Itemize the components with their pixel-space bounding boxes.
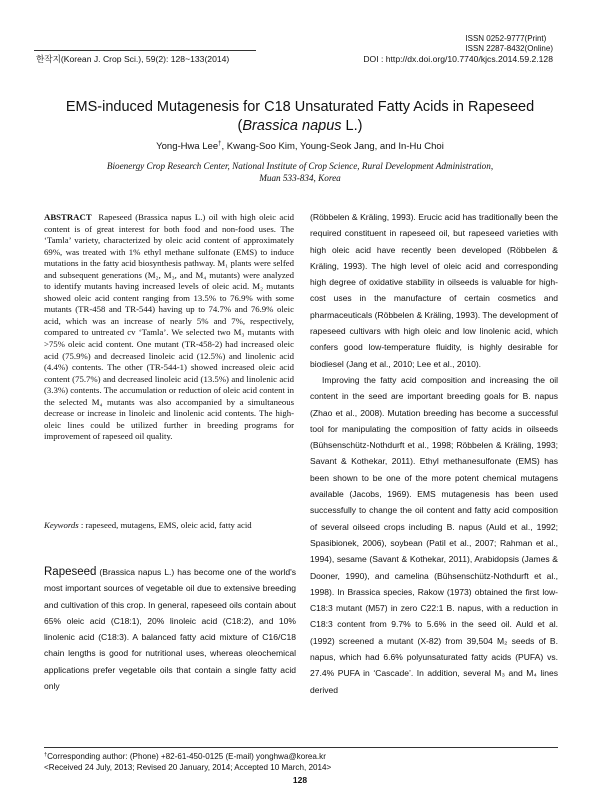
title-species: Brassica napus xyxy=(242,118,342,134)
introduction xyxy=(44,564,296,694)
abstract-text: Rapeseed (Brassica napus L.) oil with high oleic acid content is of great interest for both food and non-food uses. The ‘Tamla’ variety, characterized by oleic acid content of approximately 69%, was treated with 1% ethyl methane sulfonate (EMS) to induce mutations in the fatty acid biosynthesis pathway. M₁ plants were selfed and subsequent generations (M₂, M₃, and M₄ mutants) were analyzed to identify mutants having increased levels of oleic acid. M₂ mutants showed oleic acid content ranging from 13.5% to 76.9% with some mutants (TR-458 and TR-544) having up to 74.7% and 76.9% oleic acid, which was an increase of nearly 5% and 7%, respectively, compared to untreated cv ‘Tamla’. We selected two M₃ mutants with >75% oleic acid content. One mutant (TR-458-2) had increased oleic acid (75.9%) and decreased linoleic acid (12.5%) and linolenic acid (4.4%) contents. The other (TR-544-1) showed increased oleic acid content (75.7%) and decreased linoleic acid (13.5%) and linolenic acid (3.3%) contents. The accumulation or reduction of oleic acid content in the selected M₄ mutants was also accompanied by a simultaneous decrease or increase in linoleic and linolenic acid contents. The high-oleic lines could be utilized further in breeding programs for improvement of rapeseed oil quality. xyxy=(44,212,295,442)
doi-link[interactable]: DOI : http://dx.doi.org/10.7740/kjcs.2014.59.2.128 xyxy=(363,54,553,64)
first-author: Yong-Hwa Lee xyxy=(156,141,219,152)
footnote-line-1 xyxy=(44,750,564,763)
affiliation xyxy=(40,160,560,184)
right-column xyxy=(310,209,558,698)
footnote-rule xyxy=(44,747,558,748)
corresponding-author: Corresponding author: (Phone) +82-61-450-0125 (E-mail) yonghwa@korea.kr xyxy=(47,752,326,761)
keywords-text: : rapeseed, mutagens, EMS, oleic acid, fatty acid xyxy=(78,520,252,530)
title-open-paren: ( xyxy=(237,118,243,134)
intro-text: (Brassica napus L.) has become one of the world's most important sources of vegetable oil due to extensive breeding and cultivation of this crop. In general, rapeseed oils contain about 65% oleic acid (C18:1), 20% linoleic acid (C18:2), and 10% linolenic acid (C18:3). A balanced fatty acid mixture of C16/C18 chain lengths is good for nutritional uses, whereas oleochemical applications prefer vegetable oils that contain a single fatty acid only xyxy=(44,567,296,692)
keywords-label: Keywords xyxy=(44,520,79,530)
abstract-label: ABSTRACT xyxy=(44,212,92,222)
footnote-mark: † xyxy=(44,752,48,758)
affiliation-line-1: Bioenergy Crop Research Center, National Institute of Crop Science, Rural Development Administration, xyxy=(106,161,494,171)
issn-block xyxy=(465,34,553,54)
corresponding-mark: † xyxy=(218,141,222,147)
title-line-1: EMS-induced Mutagenesis for C18 Unsaturated Fatty Acids in Rapeseed xyxy=(65,99,535,115)
footnote xyxy=(44,750,564,773)
right-paragraph-2: Improving the fatty acid composition and increasing the oil content in the seed are important breeding goals for B. napus (Zhao et al., 2008). Mutation breeding has become a successful tool for manipulating the composition of fatty acids in oilseeds (Bühsenschütz-Nothdurft et al., 1998; Röbbelen & Kräling, 1993; Savant & Kothekar, 2011). Ethyl methanesulfonate (EMS) has been shown to be one of the more potent chemical mutagens available (Jacobs, 1969). EMS mutagenesis has been used successfully to change the oil content and fatty acid composition of several oilseed crops including B. napus (Auld et al., 1992; Spasibionek, 2006), soybean (Patil et al., 2007; Rahman et al., 1994), sesame (Savant & Kothekar, 2011), Arabidopsis (James & Dooner, 1990), and camelina (Bühsenschütz-Nothdurft et al., 1998). In Brassica species, Rakow (1973) obtained the first low-C18:3 mutant (M57) in zero C22:1 B. napus, with a reduction in C18:3 content from 9.7% to 5.6% in the seed oil. Auld et al. (1992) screened a mutant (X-82) from 39,504 M₂ seeds of B. napus, which had 6.6% polyunsaturated fatty acids (PUFA) vs. 27.4% PUFA in ‘Cascade’. In addition, several M₃ and M₄ lines derived xyxy=(310,374,558,695)
title-authority: L.) xyxy=(341,118,363,134)
keywords xyxy=(44,520,294,531)
abstract xyxy=(44,212,294,443)
issn-print: ISSN 0252-9777(Print) xyxy=(465,34,547,43)
journal-reference: 한작지(Korean J. Crop Sci.), 59(2): 128~133(2014) xyxy=(36,54,230,64)
issn-online: ISSN 2287-8432(Online) xyxy=(465,44,553,53)
title-line-2 xyxy=(40,117,560,136)
right-paragraph-1: (Röbbelen & Kräling, 1993). Erucic acid has traditionally been the required constituent in rapeseed oil, but rapeseed varieties with high oleic acid have recently been developed (Röbbelen & Kräling, 1993). The high level of oleic acid and corresponding high degree of oxidative stability in oilseeds is valuable for high-cost uses in the manufacture of certain cosmetics and pharmaceuticals (Röbbelen & Kräling, 1993). The development of rapeseed cultivars with high oleic and low linolenic acid, which confers good low-temperature fluidity, is highly desirable for biodiesel (Jang et al., 2010; Lee et al., 2010). xyxy=(310,212,558,369)
received-dates: <Received 24 July, 2013; Revised 20 January, 2014; Accepted 10 March, 2014> xyxy=(44,762,332,772)
author-list xyxy=(40,141,560,152)
page-number: 128 xyxy=(292,775,308,785)
other-authors: , Kwang-Soo Kim, Young-Seok Jang, and In-Hu Choi xyxy=(221,141,444,152)
article-title xyxy=(40,98,560,136)
intro-lead-word: Rapeseed xyxy=(44,566,97,578)
affiliation-line-2: Muan 533-834, Korea xyxy=(259,173,341,183)
header-rule xyxy=(34,50,256,51)
